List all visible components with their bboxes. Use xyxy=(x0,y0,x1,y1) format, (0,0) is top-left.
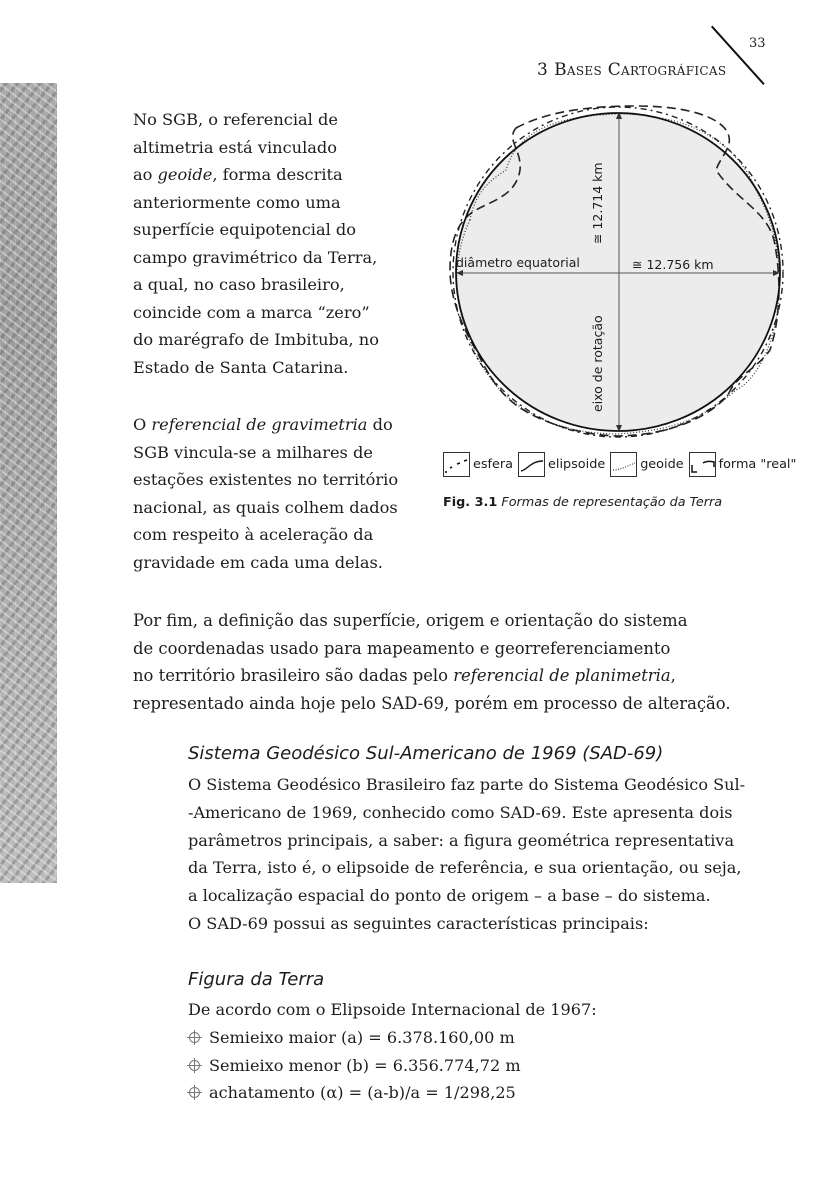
earth-shapes-diagram xyxy=(436,100,796,445)
chapter-title: Bases Cartográficas xyxy=(554,60,727,80)
paragraph-planimetria xyxy=(133,607,731,717)
equatorial-diameter-label: diâmetro equatorial xyxy=(456,255,580,270)
figure-number: Fig. 3.1 xyxy=(443,495,498,510)
emphasis: geoide xyxy=(157,165,213,184)
crosshair-circle-icon xyxy=(188,1086,201,1099)
text-line: representado ainda hoje pelo SAD-69, porém em processo de alteração. xyxy=(133,693,731,713)
text-line: a qual, no caso brasileiro, xyxy=(133,275,345,294)
text-line: O SAD-69 possui as seguintes características principais: xyxy=(188,913,649,933)
text-line: parâmetros principais, a saber: a figura geométrica representativa xyxy=(188,830,735,850)
legend-item-sphere: esfera xyxy=(443,452,513,477)
text-line: altimetria está vinculado xyxy=(133,137,338,157)
ellipsoid-fill xyxy=(456,113,780,431)
text-line: de coordenadas usado para mapeamento e georreferenciamento xyxy=(133,638,671,658)
text-line: coincide com a marca “zero” xyxy=(133,302,370,322)
aerial-photo-strip xyxy=(0,83,57,883)
legend-item-real-shape: forma "real" xyxy=(689,452,797,477)
text-line: Por fim, a definição das superfície, origem e orientação do sistema xyxy=(133,611,688,630)
paragraph-altimetria xyxy=(133,106,379,381)
list-item: achatamento (α) = (a-b)/a = 1/298,25 xyxy=(188,1079,597,1107)
text-line: superfície equipotencial do xyxy=(133,220,357,239)
text-line: Estado de Santa Catarina. xyxy=(133,357,349,377)
dotted-line-icon xyxy=(610,452,637,477)
polar-diameter-value: ≅ 12.714 km xyxy=(590,162,605,244)
figure-caption-text: Formas de representação da Terra xyxy=(501,495,723,510)
emphasis: referencial de gravimetria xyxy=(151,415,368,434)
text-line: com respeito à aceleração da xyxy=(133,525,374,544)
figura-intro: De acordo com o Elipsoide Internacional de 1967: xyxy=(188,1000,597,1019)
text-line: ao geoide, forma descrita xyxy=(133,165,343,184)
paragraph-figura-da-terra xyxy=(188,996,597,1107)
figure-legend xyxy=(443,452,801,477)
rotation-axis-label: eixo de rotação xyxy=(590,315,605,412)
crosshair-circle-icon xyxy=(188,1059,201,1072)
text-line: O referencial de gravimetria do xyxy=(133,415,393,434)
paragraph-sad69 xyxy=(188,771,745,938)
text-line: no território brasileiro são dadas pelo referencial de planimetria, xyxy=(133,666,676,685)
list-item: Semieixo menor (b) = 6.356.774,72 m xyxy=(188,1052,597,1080)
text-line: O Sistema Geodésico Brasileiro faz parte do Sistema Geodésico Sul- xyxy=(188,775,746,794)
crosshair-circle-icon xyxy=(188,1031,201,1044)
section-heading-sad69: Sistema Geodésico Sul-Americano de 1969 (SAD-69) xyxy=(188,743,664,764)
figure-caption xyxy=(443,495,722,510)
text-line: da Terra, isto é, o elipsoide de referência, e sua orientação, ou seja, xyxy=(188,858,742,878)
text-line: campo gravimétrico da Terra, xyxy=(133,247,378,267)
long-dash-line-icon xyxy=(689,452,716,477)
equatorial-diameter-value: ≅ 12.756 km xyxy=(632,257,714,272)
text-line: do marégrafo de Imbituba, no xyxy=(133,330,379,349)
text-line: anteriormente como uma xyxy=(133,192,341,212)
legend-item-ellipsoid: elipsoide xyxy=(518,452,605,477)
text-line: -Americano de 1969, conhecido como SAD-69. Este apresenta dois xyxy=(188,802,733,822)
paragraph-gravimetria xyxy=(133,411,398,576)
section-heading-figura-da-terra: Figura da Terra xyxy=(188,969,325,990)
text-line: No SGB, o referencial de xyxy=(133,110,338,129)
running-header xyxy=(537,60,726,80)
emphasis: referencial de planimetria xyxy=(453,666,671,685)
text-line: SGB vincula-se a milhares de xyxy=(133,442,373,462)
dash-dot-line-icon xyxy=(443,452,470,477)
text-line: nacional, as quais colhem dados xyxy=(133,497,398,517)
chapter-number: 3 xyxy=(537,60,549,80)
solid-line-icon xyxy=(518,452,545,477)
text-line: estações existentes no território xyxy=(133,470,399,489)
text-line: a localização espacial do ponto de origem – a base – do sistema. xyxy=(188,886,711,906)
page-number: 33 xyxy=(749,36,766,51)
list-item: Semieixo maior (a) = 6.378.160,00 m xyxy=(188,1024,597,1052)
legend-item-geoid: geoide xyxy=(610,452,683,477)
text-line: gravidade em cada uma delas. xyxy=(133,552,383,572)
